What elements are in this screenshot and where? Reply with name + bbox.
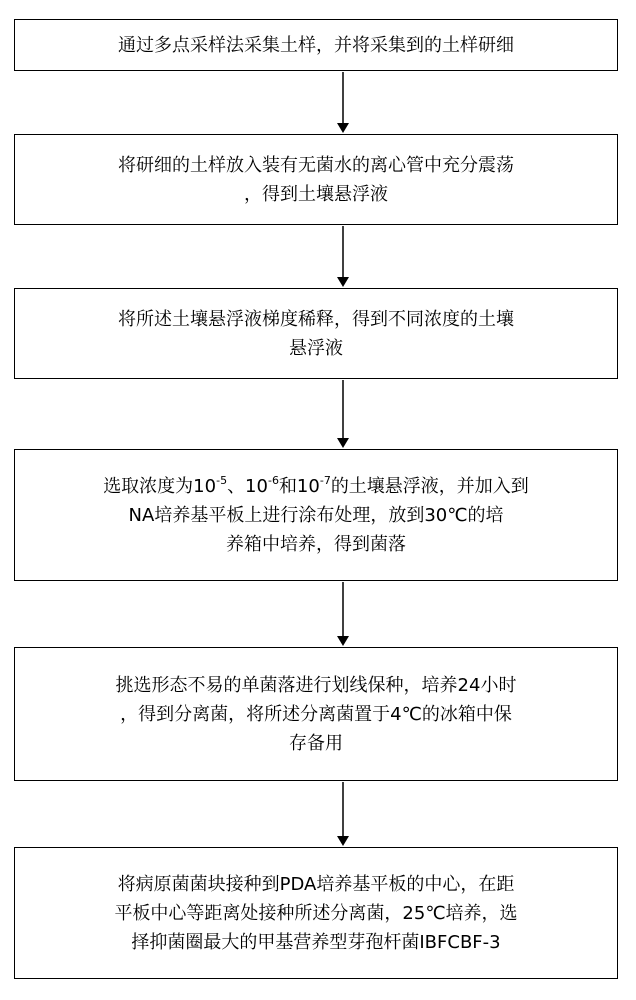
step-4-line-1-sep2: 和10 xyxy=(278,475,320,497)
step-5-line-1: 挑选形态不易的单菌落进行划线保种，培养24小时 xyxy=(115,674,517,696)
exponent-2: -6 xyxy=(267,473,279,487)
arrow-3-head-icon xyxy=(337,438,349,448)
step-2-line-1: 将研细的土样放入装有无菌水的离心管中充分震荡 xyxy=(118,154,514,176)
exponent-3: -7 xyxy=(319,473,331,487)
step-3-line-2: 悬浮液 xyxy=(289,337,343,359)
arrow-2-head-icon xyxy=(337,277,349,287)
step-1-line-1: 通过多点采样法采集土样，并将采集到的土样研细 xyxy=(118,34,514,56)
step-4-line-3: 养箱中培养，得到菌落 xyxy=(226,533,406,555)
arrow-4-head-icon xyxy=(337,636,349,646)
step-4-line-1-prefix: 选取浓度为10 xyxy=(103,475,217,497)
step-5-line-3: 存备用 xyxy=(289,732,343,754)
exponent-1: -5 xyxy=(216,473,228,487)
step-3-line-1: 将所述土壤悬浮液梯度稀释，得到不同浓度的土壤 xyxy=(118,308,514,330)
step-6-line-1: 将病原菌菌块接种到PDA培养基平板的中心，在距 xyxy=(117,873,515,895)
step-4-line-2: NA培养基平板上进行涂布处理，放到30℃的培 xyxy=(128,504,504,526)
step-6-line-3: 择抑菌圈最大的甲基营养型芽孢杆菌IBFCBF-3 xyxy=(131,931,501,953)
arrow-5-head-icon xyxy=(337,836,349,846)
step-2-line-2: ，得到土壤悬浮液 xyxy=(244,183,388,205)
step-5-line-2: ，得到分离菌，将所述分离菌置于4℃的冰箱中保 xyxy=(120,703,512,725)
step-6-line-2: 平板中心等距离处接种所述分离菌，25℃培养，选 xyxy=(114,902,518,924)
step-4-line-1-suffix: 的土壤悬浮液，并加入到 xyxy=(330,475,529,497)
step-4-line-1-sep1: 、10 xyxy=(227,475,268,497)
arrow-1-head-icon xyxy=(337,123,349,133)
